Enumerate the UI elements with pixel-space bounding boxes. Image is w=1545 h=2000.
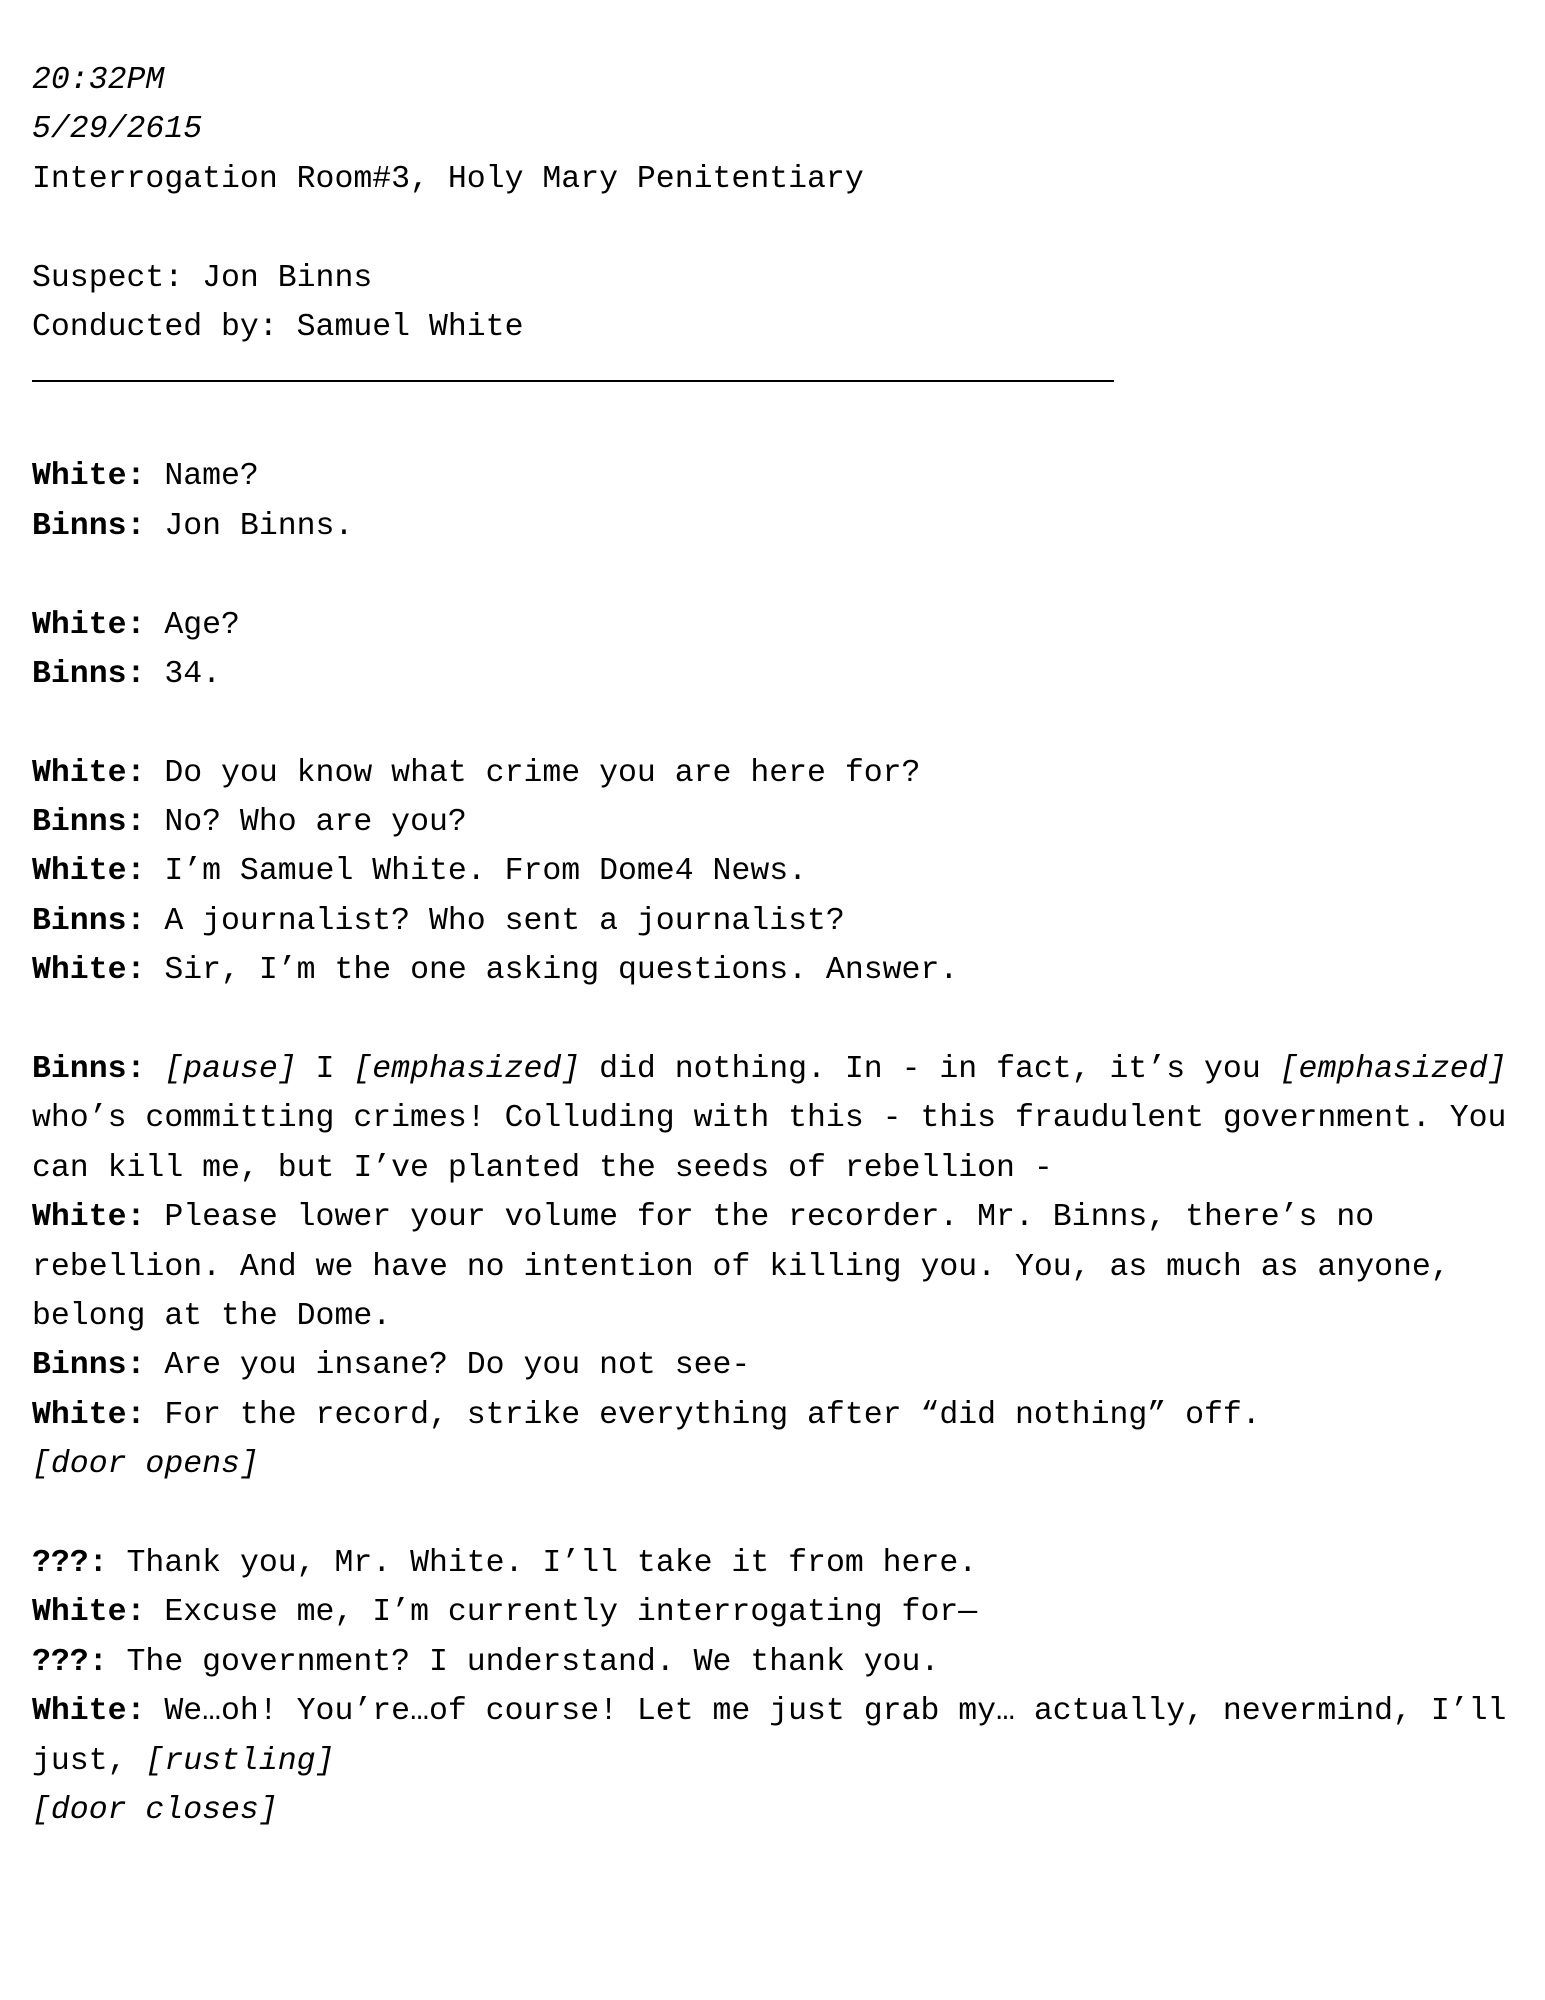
speech-text: We…oh! You’re…of course! Let me just grab my… actually, nevermind, I’ll just, (32, 1694, 1507, 1779)
header-divider (32, 380, 1114, 382)
speech-text: For the record, strike everything after “did nothing” off. (145, 1397, 1261, 1433)
transcript-paragraph (32, 1193, 1512, 1341)
transcript-line (32, 798, 1512, 847)
speaker-label: White: (32, 1200, 146, 1236)
stage-direction: [emphasized] (353, 1052, 581, 1088)
speaker-label: ???: (32, 1546, 108, 1582)
speaker-label: White: (32, 854, 146, 890)
transcript-paragraph (32, 1045, 1512, 1193)
speaker-label: Binns: (32, 903, 146, 939)
speaker-label: Binns: (32, 656, 146, 692)
speech-text: who’s committing crimes! Colluding with this - this fraudulent government. You can kill me, but I’ve planted the seeds of rebellion - (32, 1101, 1507, 1186)
speech-text: Excuse me, I’m currently interrogating for— (145, 1595, 978, 1631)
speaker-label: White: (32, 755, 146, 791)
speech-text: Jon Binns. (145, 508, 354, 544)
spacer (32, 204, 1512, 253)
speech-text: did nothing. In - in fact, it’s you (580, 1052, 1280, 1088)
speech-text: 34. (145, 656, 222, 692)
speech-text: Please lower your volume for the recorder. Mr. Binns, there’s no rebellion. And we have no intention of killing you. You, as much as anyone, belong at the Dome. (32, 1200, 1450, 1335)
transcript-line (32, 650, 1512, 699)
speaker-label: White: (32, 607, 146, 643)
speaker-label: White: (32, 459, 146, 495)
record-time: 20:32PM (32, 63, 165, 98)
speech-text: I’m Samuel White. From Dome4 News. (145, 854, 808, 890)
speaker-label: White: (32, 1595, 146, 1631)
spacer (32, 996, 1512, 1045)
transcript-line (32, 452, 1512, 501)
speech-text: I (296, 1052, 354, 1088)
suspect-line: Suspect: Jon Binns (32, 260, 373, 296)
transcript-line (32, 601, 1512, 650)
speaker-label: Binns: (32, 805, 146, 841)
spacer (32, 551, 1512, 600)
speaker-label: White: (32, 1397, 146, 1433)
spacer (32, 1490, 1512, 1539)
speaker-label: Binns: (32, 1052, 146, 1088)
stage-direction: [emphasized] (1279, 1052, 1507, 1088)
conducted-by-line: Conducted by: Samuel White (32, 309, 524, 345)
speaker-label: Binns: (32, 1348, 146, 1384)
stage-direction: [pause] (164, 1052, 297, 1088)
speech-text: Are you insane? Do you not see- (145, 1348, 751, 1384)
stage-direction: [rustling] (145, 1743, 335, 1779)
speech-text: Age? (145, 607, 240, 643)
speech-text: A journalist? Who sent a journalist? (145, 903, 845, 939)
transcript-line (32, 897, 1512, 946)
stage-direction: [door closes] (32, 1793, 278, 1829)
transcript-line (32, 1588, 1512, 1637)
transcript-line (32, 1539, 1512, 1588)
speech-text: Do you know what crime you are here for? (145, 755, 921, 791)
speech-text (145, 1052, 164, 1087)
speaker-label: Binns: (32, 508, 146, 544)
transcript-paragraph (32, 1687, 1512, 1786)
speaker-label: White: (32, 1694, 146, 1730)
speech-text: No? Who are you? (145, 805, 467, 841)
speech-text: Name? (145, 459, 259, 495)
spacer (32, 699, 1512, 748)
transcript-line (32, 502, 1512, 551)
transcript-document (32, 56, 1512, 1835)
stage-direction: [door opens] (32, 1447, 259, 1483)
transcript-line (32, 1391, 1512, 1440)
speech-text: The government? I understand. We thank you. (107, 1644, 940, 1680)
speech-text: Thank you, Mr. White. I’ll take it from here. (107, 1546, 978, 1582)
record-location: Interrogation Room#3, Holy Mary Penitentiary (32, 161, 864, 197)
transcript-line (32, 946, 1512, 995)
transcript-line (32, 749, 1512, 798)
speech-text: Sir, I’m the one asking questions. Answer. (145, 953, 959, 989)
transcript-line (32, 847, 1512, 896)
transcript-line (32, 1341, 1512, 1390)
record-date: 5/29/2615 (32, 112, 203, 148)
speaker-label: ???: (32, 1644, 108, 1680)
transcript-line (32, 1638, 1512, 1687)
speaker-label: White: (32, 953, 146, 989)
